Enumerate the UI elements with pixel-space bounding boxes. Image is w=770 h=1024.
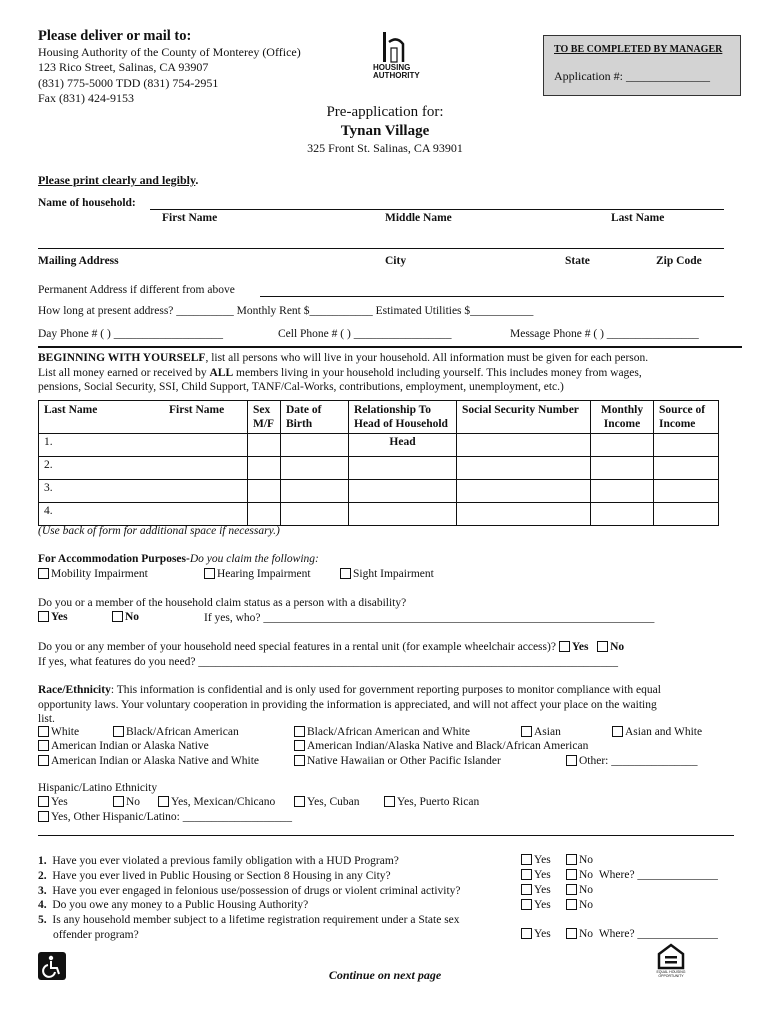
back-note: (Use back of form for additional space if necessary.) bbox=[38, 525, 280, 537]
logo-icon bbox=[365, 30, 425, 64]
hispanic-no[interactable] bbox=[113, 796, 140, 808]
first-name-label: First Name bbox=[162, 212, 218, 224]
logo-text bbox=[373, 64, 420, 80]
checkbox[interactable] bbox=[38, 611, 49, 622]
row-number[interactable]: 2. bbox=[39, 457, 248, 480]
col-ssn: Social Security Number bbox=[457, 401, 591, 434]
question-text: Have you ever lived in Public Housing or Section 8 Housing in any City? bbox=[52, 869, 391, 882]
accommodation-question: Do you claim the following: bbox=[189, 553, 319, 565]
table-cell[interactable] bbox=[281, 503, 349, 526]
option-label: Yes bbox=[534, 884, 551, 896]
eho-text: EQUAL HOUSING OPPORTUNITY bbox=[656, 970, 686, 978]
accommodation-label: For Accommodation Purposes- bbox=[38, 553, 190, 565]
q3-no[interactable] bbox=[566, 884, 593, 896]
print-note-text: Please print clearly and legibly bbox=[38, 173, 196, 187]
checkbox[interactable] bbox=[566, 854, 577, 865]
option-label: Yes, Cuban bbox=[307, 796, 360, 808]
hispanic-label: Hispanic/Latino Ethnicity bbox=[38, 782, 158, 794]
col-sex: Sex M/F bbox=[248, 401, 281, 434]
checkbox[interactable] bbox=[566, 899, 577, 910]
race-black-white[interactable] bbox=[294, 726, 470, 738]
table-cell[interactable] bbox=[349, 503, 457, 526]
table-cell[interactable] bbox=[248, 503, 281, 526]
option-label: No bbox=[579, 869, 594, 881]
table-cell[interactable] bbox=[654, 480, 719, 503]
question-number: 3. bbox=[38, 884, 47, 897]
table-cell[interactable] bbox=[248, 457, 281, 480]
race-intro bbox=[38, 683, 661, 727]
disability-yes[interactable] bbox=[38, 611, 68, 623]
checkbox[interactable] bbox=[113, 726, 124, 737]
mailing-address-line[interactable] bbox=[38, 248, 724, 249]
option-label: Yes bbox=[534, 854, 551, 866]
checkbox[interactable] bbox=[38, 796, 49, 807]
features-no[interactable] bbox=[597, 641, 624, 653]
table-cell[interactable] bbox=[281, 480, 349, 503]
mobility-option[interactable] bbox=[38, 568, 148, 580]
features-question-text: Do you or any member of your household need special features in a rental unit (for example wheelchair access)? bbox=[38, 641, 556, 653]
instruction-line-1 bbox=[38, 351, 648, 366]
middle-name-label: Middle Name bbox=[385, 212, 452, 224]
instruction-line-3: pensions, Social Security, SSI, Child Support, TANF/Cal-Works, contributions, employment, unemployment, etc.) bbox=[38, 381, 564, 393]
race-text: : This information is confidential and is only used for government reporting purposes to monitor compliance with equal bbox=[110, 684, 661, 696]
checkbox[interactable] bbox=[566, 869, 577, 880]
instruction-text: List all money earned or received by bbox=[38, 366, 210, 379]
sight-option[interactable] bbox=[340, 568, 434, 580]
section-divider bbox=[38, 346, 742, 348]
race-white[interactable] bbox=[38, 726, 79, 738]
option-label: Hearing Impairment bbox=[217, 568, 311, 580]
table-cell[interactable] bbox=[457, 503, 591, 526]
race-asian[interactable] bbox=[521, 726, 561, 738]
checkbox[interactable] bbox=[294, 726, 305, 737]
option-label: Yes bbox=[534, 869, 551, 881]
manager-title: TO BE COMPLETED BY MANAGER bbox=[554, 44, 723, 55]
address-line: (831) 775-5000 TDD (831) 754-2951 bbox=[38, 75, 219, 90]
table-cell[interactable] bbox=[654, 503, 719, 526]
continue-note: Continue on next page bbox=[328, 968, 442, 982]
table-cell[interactable] bbox=[457, 480, 591, 503]
checkbox[interactable] bbox=[294, 796, 305, 807]
question-text: Do you owe any money to a Public Housing Authority? bbox=[52, 899, 309, 912]
questions-list bbox=[38, 854, 461, 943]
checkbox[interactable] bbox=[521, 928, 532, 939]
race-line-1 bbox=[38, 683, 661, 698]
table-cell[interactable] bbox=[281, 457, 349, 480]
question-text: Have you ever violated a previous family obligation with a HUD Program? bbox=[52, 855, 399, 867]
checkbox[interactable] bbox=[597, 641, 608, 652]
table-cell[interactable] bbox=[654, 434, 719, 457]
question-text: Have you ever engaged in felonious use/possession of drugs or violent criminal activity? bbox=[52, 884, 461, 897]
q2-no[interactable] bbox=[566, 869, 718, 881]
option-label: Asian bbox=[534, 726, 561, 738]
instruction-bold: ALL bbox=[209, 366, 234, 379]
table-cell[interactable] bbox=[591, 434, 654, 457]
checkbox[interactable] bbox=[566, 755, 577, 766]
manager-box bbox=[543, 35, 741, 96]
table-row[interactable] bbox=[39, 434, 719, 457]
table-row[interactable] bbox=[39, 480, 719, 503]
checkbox[interactable] bbox=[521, 899, 532, 910]
option-label: Yes, Mexican/Chicano bbox=[171, 796, 276, 808]
checkbox[interactable] bbox=[112, 611, 123, 622]
permanent-address-label: Permanent Address if different from above bbox=[38, 284, 235, 296]
option-label: Black/African American bbox=[126, 726, 239, 738]
checkbox[interactable] bbox=[566, 884, 577, 895]
checkbox[interactable] bbox=[521, 726, 532, 737]
office-address bbox=[38, 45, 301, 106]
col-source-income: Source of Income bbox=[654, 401, 719, 434]
head-cell: Head bbox=[349, 434, 457, 457]
hispanic-yes[interactable] bbox=[38, 796, 68, 808]
col-relationship: Relationship To Head of Household bbox=[349, 401, 457, 434]
q5-no[interactable] bbox=[566, 928, 718, 940]
table-row[interactable] bbox=[39, 457, 719, 480]
question-2 bbox=[38, 869, 461, 884]
disability-who-field[interactable]: If yes, who? ____________________________________________________________________ bbox=[204, 612, 655, 624]
option-label: Yes, Other Hispanic/Latino: ___________________ bbox=[51, 811, 292, 823]
checkbox[interactable] bbox=[384, 796, 395, 807]
option-label: American Indian or Alaska Native and White bbox=[51, 755, 259, 767]
checkbox[interactable] bbox=[521, 854, 532, 865]
logo-text-1: HOUSING bbox=[373, 63, 411, 72]
print-note bbox=[38, 173, 198, 188]
checkbox[interactable] bbox=[566, 928, 577, 939]
option-label: Yes bbox=[51, 796, 68, 808]
where-field[interactable]: Where? ______________ bbox=[598, 928, 718, 940]
checkbox[interactable] bbox=[204, 568, 215, 579]
q4-no[interactable] bbox=[566, 899, 593, 911]
q5-yes[interactable] bbox=[521, 928, 551, 940]
option-label: No bbox=[125, 611, 140, 623]
disability-question: Do you or a member of the household claim status as a person with a disability? bbox=[38, 597, 407, 609]
table-row[interactable] bbox=[39, 503, 719, 526]
option-label: Yes bbox=[51, 611, 68, 623]
row-number[interactable]: 4. bbox=[39, 503, 248, 526]
row-number[interactable]: 1. bbox=[39, 434, 248, 457]
last-name-label: Last Name bbox=[611, 212, 665, 224]
pre-application-label: Pre-application for: bbox=[326, 104, 444, 120]
checkbox[interactable] bbox=[340, 568, 351, 579]
race-ai-black[interactable] bbox=[294, 740, 588, 752]
property-address: 325 Front St. Salinas, CA 93901 bbox=[307, 141, 463, 155]
checkbox[interactable] bbox=[38, 811, 49, 822]
checkbox[interactable] bbox=[294, 740, 305, 751]
state-label: State bbox=[565, 255, 590, 267]
checkbox[interactable] bbox=[521, 869, 532, 880]
table-cell[interactable] bbox=[591, 503, 654, 526]
question-number: 2. bbox=[38, 869, 47, 882]
option-label: American Indian/Alaska Native and Black/African American bbox=[307, 740, 589, 752]
col-monthly-income: Monthly Income bbox=[591, 401, 654, 434]
race-line-2: opportunity laws. Your voluntary cooperation in providing the information is appreciated, and will not affect your place on the waiting bbox=[38, 698, 657, 711]
cell-phone-field[interactable]: Cell Phone # ( ) _________________ bbox=[278, 328, 452, 340]
checkbox[interactable] bbox=[38, 568, 49, 579]
table-cell[interactable] bbox=[591, 480, 654, 503]
address-line: Fax (831) 424-9153 bbox=[38, 90, 134, 105]
table-cell[interactable] bbox=[281, 434, 349, 457]
q3-yes[interactable] bbox=[521, 884, 551, 896]
zip-code-label: Zip Code bbox=[656, 255, 702, 267]
features-what-field[interactable]: If yes, what features do you need? _________________________________________________________________________ bbox=[38, 656, 619, 668]
table-cell[interactable] bbox=[248, 480, 281, 503]
question-5 bbox=[38, 913, 461, 928]
table-cell[interactable] bbox=[654, 457, 719, 480]
name-of-household-label: Name of household: bbox=[38, 197, 136, 209]
option-label: Black/African American and White bbox=[307, 726, 470, 738]
name-of-household-line[interactable] bbox=[150, 209, 724, 210]
how-long-row[interactable]: How long at present address? __________ Monthly Rent $___________ Estimated Utilities $___________ bbox=[38, 305, 534, 317]
checkbox[interactable] bbox=[158, 796, 169, 807]
option-label: No bbox=[579, 884, 594, 896]
option-label: Yes bbox=[571, 641, 589, 653]
message-phone-field[interactable]: Message Phone # ( ) ________________ bbox=[510, 328, 699, 340]
race-label: Race/Ethnicity bbox=[38, 684, 111, 696]
option-label: Asian and White bbox=[625, 726, 703, 738]
logo-text-2: AUTHORITY bbox=[373, 71, 420, 80]
checkbox[interactable] bbox=[559, 641, 570, 652]
checkbox[interactable] bbox=[38, 740, 49, 751]
hearing-option[interactable] bbox=[204, 568, 311, 580]
q1-yes[interactable] bbox=[521, 854, 551, 866]
race-hawaiian[interactable] bbox=[294, 755, 501, 767]
table-header-row bbox=[39, 401, 719, 434]
section-divider bbox=[38, 835, 734, 836]
col-first-name: First Name bbox=[164, 401, 248, 434]
checkbox[interactable] bbox=[113, 796, 124, 807]
option-label: No bbox=[579, 928, 594, 940]
hispanic-puerto-rican[interactable] bbox=[384, 796, 479, 808]
checkbox[interactable] bbox=[612, 726, 623, 737]
checkbox[interactable] bbox=[38, 755, 49, 766]
instruction-text: members living in your household including yourself. This includes money from wages, bbox=[233, 366, 642, 379]
question-1 bbox=[38, 854, 461, 869]
table-cell[interactable] bbox=[457, 434, 591, 457]
col-last-name: Last Name bbox=[39, 401, 165, 434]
features-yes[interactable] bbox=[559, 641, 589, 653]
day-phone-field[interactable]: Day Phone # ( ) ___________________ bbox=[38, 328, 223, 340]
mailing-address-label: Mailing Address bbox=[38, 255, 119, 267]
race-black[interactable] bbox=[113, 726, 239, 738]
property-title: Tynan Village bbox=[340, 123, 430, 139]
option-label: No bbox=[579, 899, 594, 911]
option-label: Other: _______________ bbox=[579, 755, 698, 767]
race-asian-white[interactable] bbox=[612, 726, 702, 738]
instruction-text: , list all persons who will live in your household. All information must be given for each person. bbox=[205, 352, 649, 364]
option-label: No bbox=[579, 854, 594, 866]
race-other[interactable] bbox=[566, 755, 698, 767]
checkbox[interactable] bbox=[294, 755, 305, 766]
table-cell[interactable] bbox=[591, 457, 654, 480]
question-number: 1. bbox=[38, 855, 47, 867]
where-field[interactable]: Where? ______________ bbox=[598, 869, 718, 881]
checkbox[interactable] bbox=[521, 884, 532, 895]
row-number[interactable]: 3. bbox=[39, 480, 248, 503]
q2-yes[interactable] bbox=[521, 869, 551, 881]
race-american-indian[interactable] bbox=[38, 740, 209, 752]
equal-housing-logo bbox=[655, 942, 687, 978]
household-instructions bbox=[38, 351, 648, 395]
option-label: American Indian or Alaska Native bbox=[51, 740, 209, 752]
deliver-heading: Please deliver or mail to: bbox=[38, 28, 192, 44]
question-3 bbox=[38, 884, 461, 899]
equal-housing-icon bbox=[655, 942, 687, 970]
print-note-period: . bbox=[195, 173, 199, 187]
option-label: Mobility Impairment bbox=[51, 568, 148, 580]
question-5-cont: offender program? bbox=[53, 928, 139, 941]
instruction-line-2 bbox=[38, 366, 648, 381]
question-number: 4. bbox=[38, 899, 47, 912]
disability-no[interactable] bbox=[112, 611, 139, 623]
table-cell[interactable] bbox=[457, 457, 591, 480]
hispanic-cuban[interactable] bbox=[294, 796, 360, 808]
question-number: 5. bbox=[38, 914, 47, 927]
option-label: Yes, Puerto Rican bbox=[397, 796, 480, 808]
table-cell[interactable] bbox=[349, 457, 457, 480]
address-line: 123 Rico Street, Salinas, CA 93907 bbox=[38, 60, 209, 75]
application-number-field[interactable]: Application #: ______________ bbox=[554, 69, 710, 83]
checkbox[interactable] bbox=[38, 726, 49, 737]
table-cell[interactable] bbox=[349, 480, 457, 503]
address-line: Housing Authority of the County of Monterey (Office) bbox=[38, 45, 301, 59]
features-question bbox=[38, 641, 624, 653]
instruction-bold: BEGINNING WITH YOURSELF bbox=[38, 352, 206, 364]
hispanic-other[interactable] bbox=[38, 811, 292, 823]
option-label: White bbox=[51, 726, 80, 738]
city-label: City bbox=[385, 255, 407, 267]
option-label: Yes bbox=[534, 928, 551, 940]
question-text: Is any household member subject to a lifetime registration requirement under a State sex bbox=[52, 914, 460, 927]
permanent-address-line[interactable] bbox=[260, 296, 724, 297]
accommodation-heading bbox=[38, 553, 319, 565]
option-label: Yes bbox=[534, 899, 551, 911]
question-4 bbox=[38, 898, 461, 913]
col-dob: Date of Birth bbox=[281, 401, 349, 434]
option-label: Native Hawaiian or Other Pacific Islander bbox=[307, 755, 501, 767]
race-line-3: list. bbox=[38, 713, 55, 725]
hispanic-mexican[interactable] bbox=[158, 796, 275, 808]
table-cell[interactable] bbox=[248, 434, 281, 457]
q1-no[interactable] bbox=[566, 854, 593, 866]
race-ai-white[interactable] bbox=[38, 755, 259, 767]
household-table bbox=[38, 400, 719, 526]
option-label: No bbox=[610, 641, 625, 653]
option-label: No bbox=[126, 796, 141, 808]
q4-yes[interactable] bbox=[521, 899, 551, 911]
option-label: Sight Impairment bbox=[353, 568, 434, 580]
housing-authority-logo bbox=[365, 30, 425, 90]
